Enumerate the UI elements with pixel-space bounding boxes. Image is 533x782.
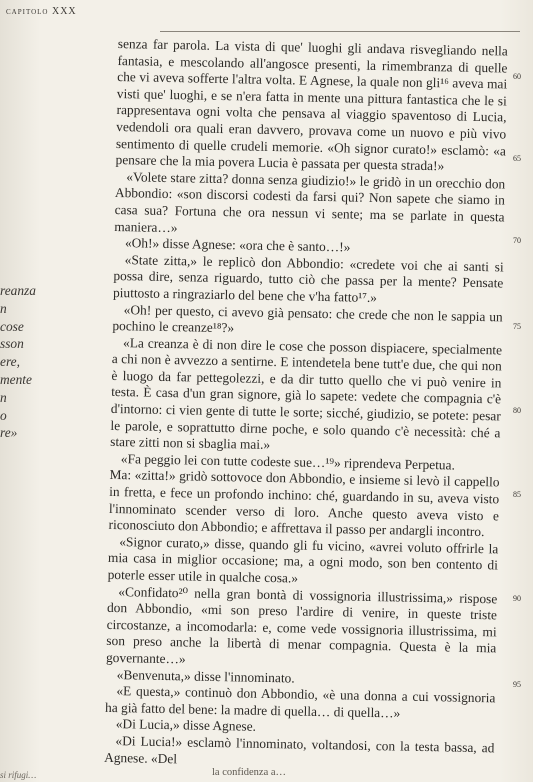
facing-page-fragment: n	[0, 300, 7, 316]
paragraph: senza far parola. La vista di que' luoghi gli andava risvegliando nella fantasia, e mescolando all'angosce presenti, la rimembranza di quelle che vi aveva sofferte l'altra volta. E Agnese, la quale non gli¹⁶ aveva mai visti que' luoghi, e se n'era fatta in mente una pittura fantastica che le si rappresentava ogni volta che pensava al viaggio spaventoso di Lucia, vedendoli ora quali eran davvero, provava come un nuovo e più vivo sentimento di quelle crudeli memorie. «Oh signor curato!» esclamò: «a pensare che la mia povera Lucia è passata per questa strada!»	[115, 36, 508, 174]
line-number-column	[501, 0, 521, 782]
line-number: 70	[513, 236, 521, 245]
paragraph: «Oh! per questo, ci avevo già pensato: che crede che non le sappia un pochino le creanze¹⁸?»	[112, 301, 503, 336]
facing-page-bottom-fragment: si rifugi…	[0, 770, 37, 780]
running-head: capitolo XXX	[6, 6, 77, 17]
facing-page-fragment: cose	[0, 318, 24, 334]
paragraph: «Oh!» disse Agnese: «ora che è santo…!»	[124, 235, 351, 255]
line-number: 85	[513, 490, 521, 499]
facing-page-fragment: re»	[0, 425, 18, 441]
paragraph: «Benvenuta,» disse l'innominato.	[116, 666, 295, 686]
line-number: 65	[513, 154, 521, 163]
facing-page-fragment: reanza	[0, 283, 36, 298]
paragraph: «Signor curato,» disse, quando gli fu vicino, «avrei voluto offrirle la mia casa in miglior occasione; ma, a ogni modo, son ben contento di poterle esser utile in qualche cosa.»	[107, 533, 499, 586]
line-number: 90	[513, 594, 521, 603]
paragraph: Ma: «zitta!» gridò sottovoce don Abbondio, e insieme si levò il cappello in fretta, e fece un profondo inchino: ché, guardando in su, aveva visto l'innominato scender verso di loro. Anche questo aveva visto e riconosciuto don Abbondio; e affrettava il passo per andargli incontro.	[108, 467, 500, 540]
paragraph: «Di Lucia!» esclamò l'innominato, voltandosi, con la testa bassa, ad Agnese. «Del	[104, 733, 495, 766]
facing-page-fragment: mente	[0, 371, 32, 387]
paragraph: «Di Lucia,» disse Agnese.	[115, 716, 257, 735]
facing-page-fragment: n	[0, 389, 7, 405]
next-page-peek: la confidenza a…	[212, 767, 287, 778]
line-number: 80	[513, 406, 521, 415]
paragraph: «La creanza è di non dire le cose che posson dispiacere, specialmente a chi non è avvezzo a sentirne. E intendetela bene tutt'e due, che qui non è luogo da far pettegolezzi, e da dir tutto quello che vi può venire in testa. È casa d'un gran signore, già lo sapete: vedete che compagnia c'è d'intorno: ci vien gente di tutte le sorte; sicché, giudizio, se potete: pesar le parole, e soprattutto dirne poche, e solo quando c'è necessità: ché a stare zitti non si sbaglia mai.»	[110, 334, 503, 453]
line-number: 75	[513, 322, 521, 331]
line-number: 95	[513, 680, 521, 689]
facing-page-fragment: o	[0, 407, 7, 423]
paragraph: «Fa peggio lei con tutte codeste sue…¹⁹» riprendeva Perpetua.	[120, 450, 456, 473]
header-rule	[160, 31, 520, 32]
facing-page-fragment: sson	[0, 336, 24, 352]
main-text-block	[104, 36, 508, 773]
facing-page-fragment: ere,	[0, 354, 20, 370]
paragraph: «Confidato²⁰ nella gran bontà di vossignoria illustrissima,» rispose don Abbondio, «mi son preso l'ardire di venire, in queste triste circostanze, a incomodarla: e, come vede vossignoria illustrissima, mi son preso anche la libertà di menar compagnia. Questa è la mia governante…»	[105, 583, 498, 667]
line-number: 60	[513, 72, 521, 81]
paragraph: «State zitta,» le replicò don Abbondio: «credete voi che ai santi si possa dire, senza riguardo, tutto ciò che passa per la mente? Pensate piuttosto a ringraziarlo del bene che v'ha fatto¹⁷.»	[112, 251, 504, 305]
paragraph: «Volete stare zitta? donna senza giudizio!» le gridò in un orecchio don Abbondio: «son discorsi codesti da farsi qui? Non sapete che siamo in casa sua? Fortuna che ora nessun vi sente; ma se parlate in questa maniera…»	[114, 168, 506, 235]
paragraph: «E questa,» continuò don Abbondio, «è una donna a cui vossignoria ha già fatto del bene: la madre di quella… di quella…»	[104, 683, 496, 721]
facing-page-fragments	[0, 282, 70, 442]
